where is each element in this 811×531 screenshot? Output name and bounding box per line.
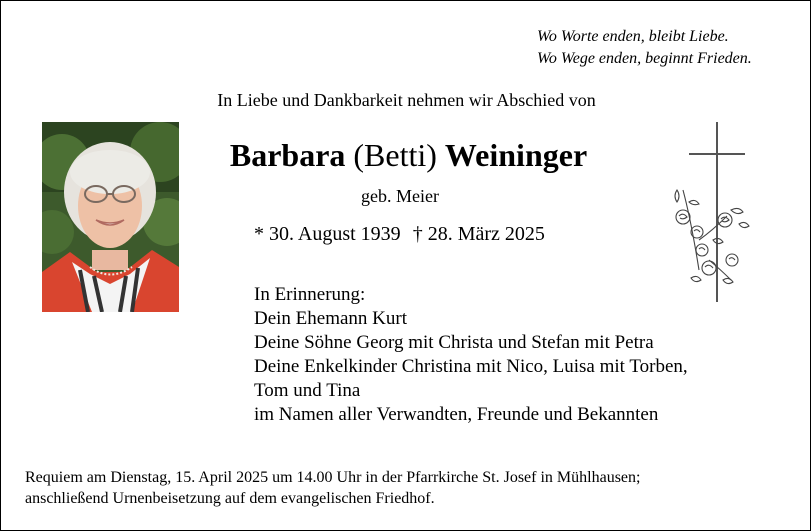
- nickname: (Betti): [353, 137, 437, 173]
- intro-text: In Liebe und Dankbarkeit nehmen wir Abschied von: [217, 90, 596, 110]
- last-name: Weininger: [444, 137, 588, 173]
- service-line-2: anschließend Urnenbeisetzung auf dem evangelischen Friedhof.: [25, 490, 435, 507]
- first-name: Barbara: [229, 137, 346, 173]
- mourner-line: In Erinnerung:: [254, 284, 366, 305]
- service-line-1: Requiem am Dienstag, 15. April 2025 um 14.00 Uhr in der Pfarrkirche St. Josef in Mühlhausen;: [25, 469, 641, 486]
- mourner-line: im Namen aller Verwandten, Freunde und Bekannten: [254, 404, 659, 425]
- mourners-list: [254, 283, 688, 427]
- motto-line-2: Wo Wege enden, beginnt Frieden.: [537, 50, 752, 67]
- motto: [537, 26, 752, 70]
- mourner-line: Tom und Tina: [254, 380, 361, 401]
- mourner-line: Deine Enkelkinder Christina mit Nico, Luisa mit Torben,: [254, 356, 688, 377]
- cross-with-roses-icon: [669, 120, 751, 304]
- motto-line-1: Wo Worte enden, bleibt Liebe.: [537, 28, 729, 45]
- service-info: [25, 467, 640, 509]
- mourner-line: Dein Ehemann Kurt: [254, 308, 408, 329]
- maiden-name: geb. Meier: [361, 186, 439, 206]
- life-dates: [254, 223, 545, 246]
- birth-date: * 30. August 1939: [254, 223, 401, 245]
- mourner-line: Deine Söhne Georg mit Christa und Stefan mit Petra: [254, 332, 654, 353]
- death-date: † 28. März 2025: [412, 223, 545, 245]
